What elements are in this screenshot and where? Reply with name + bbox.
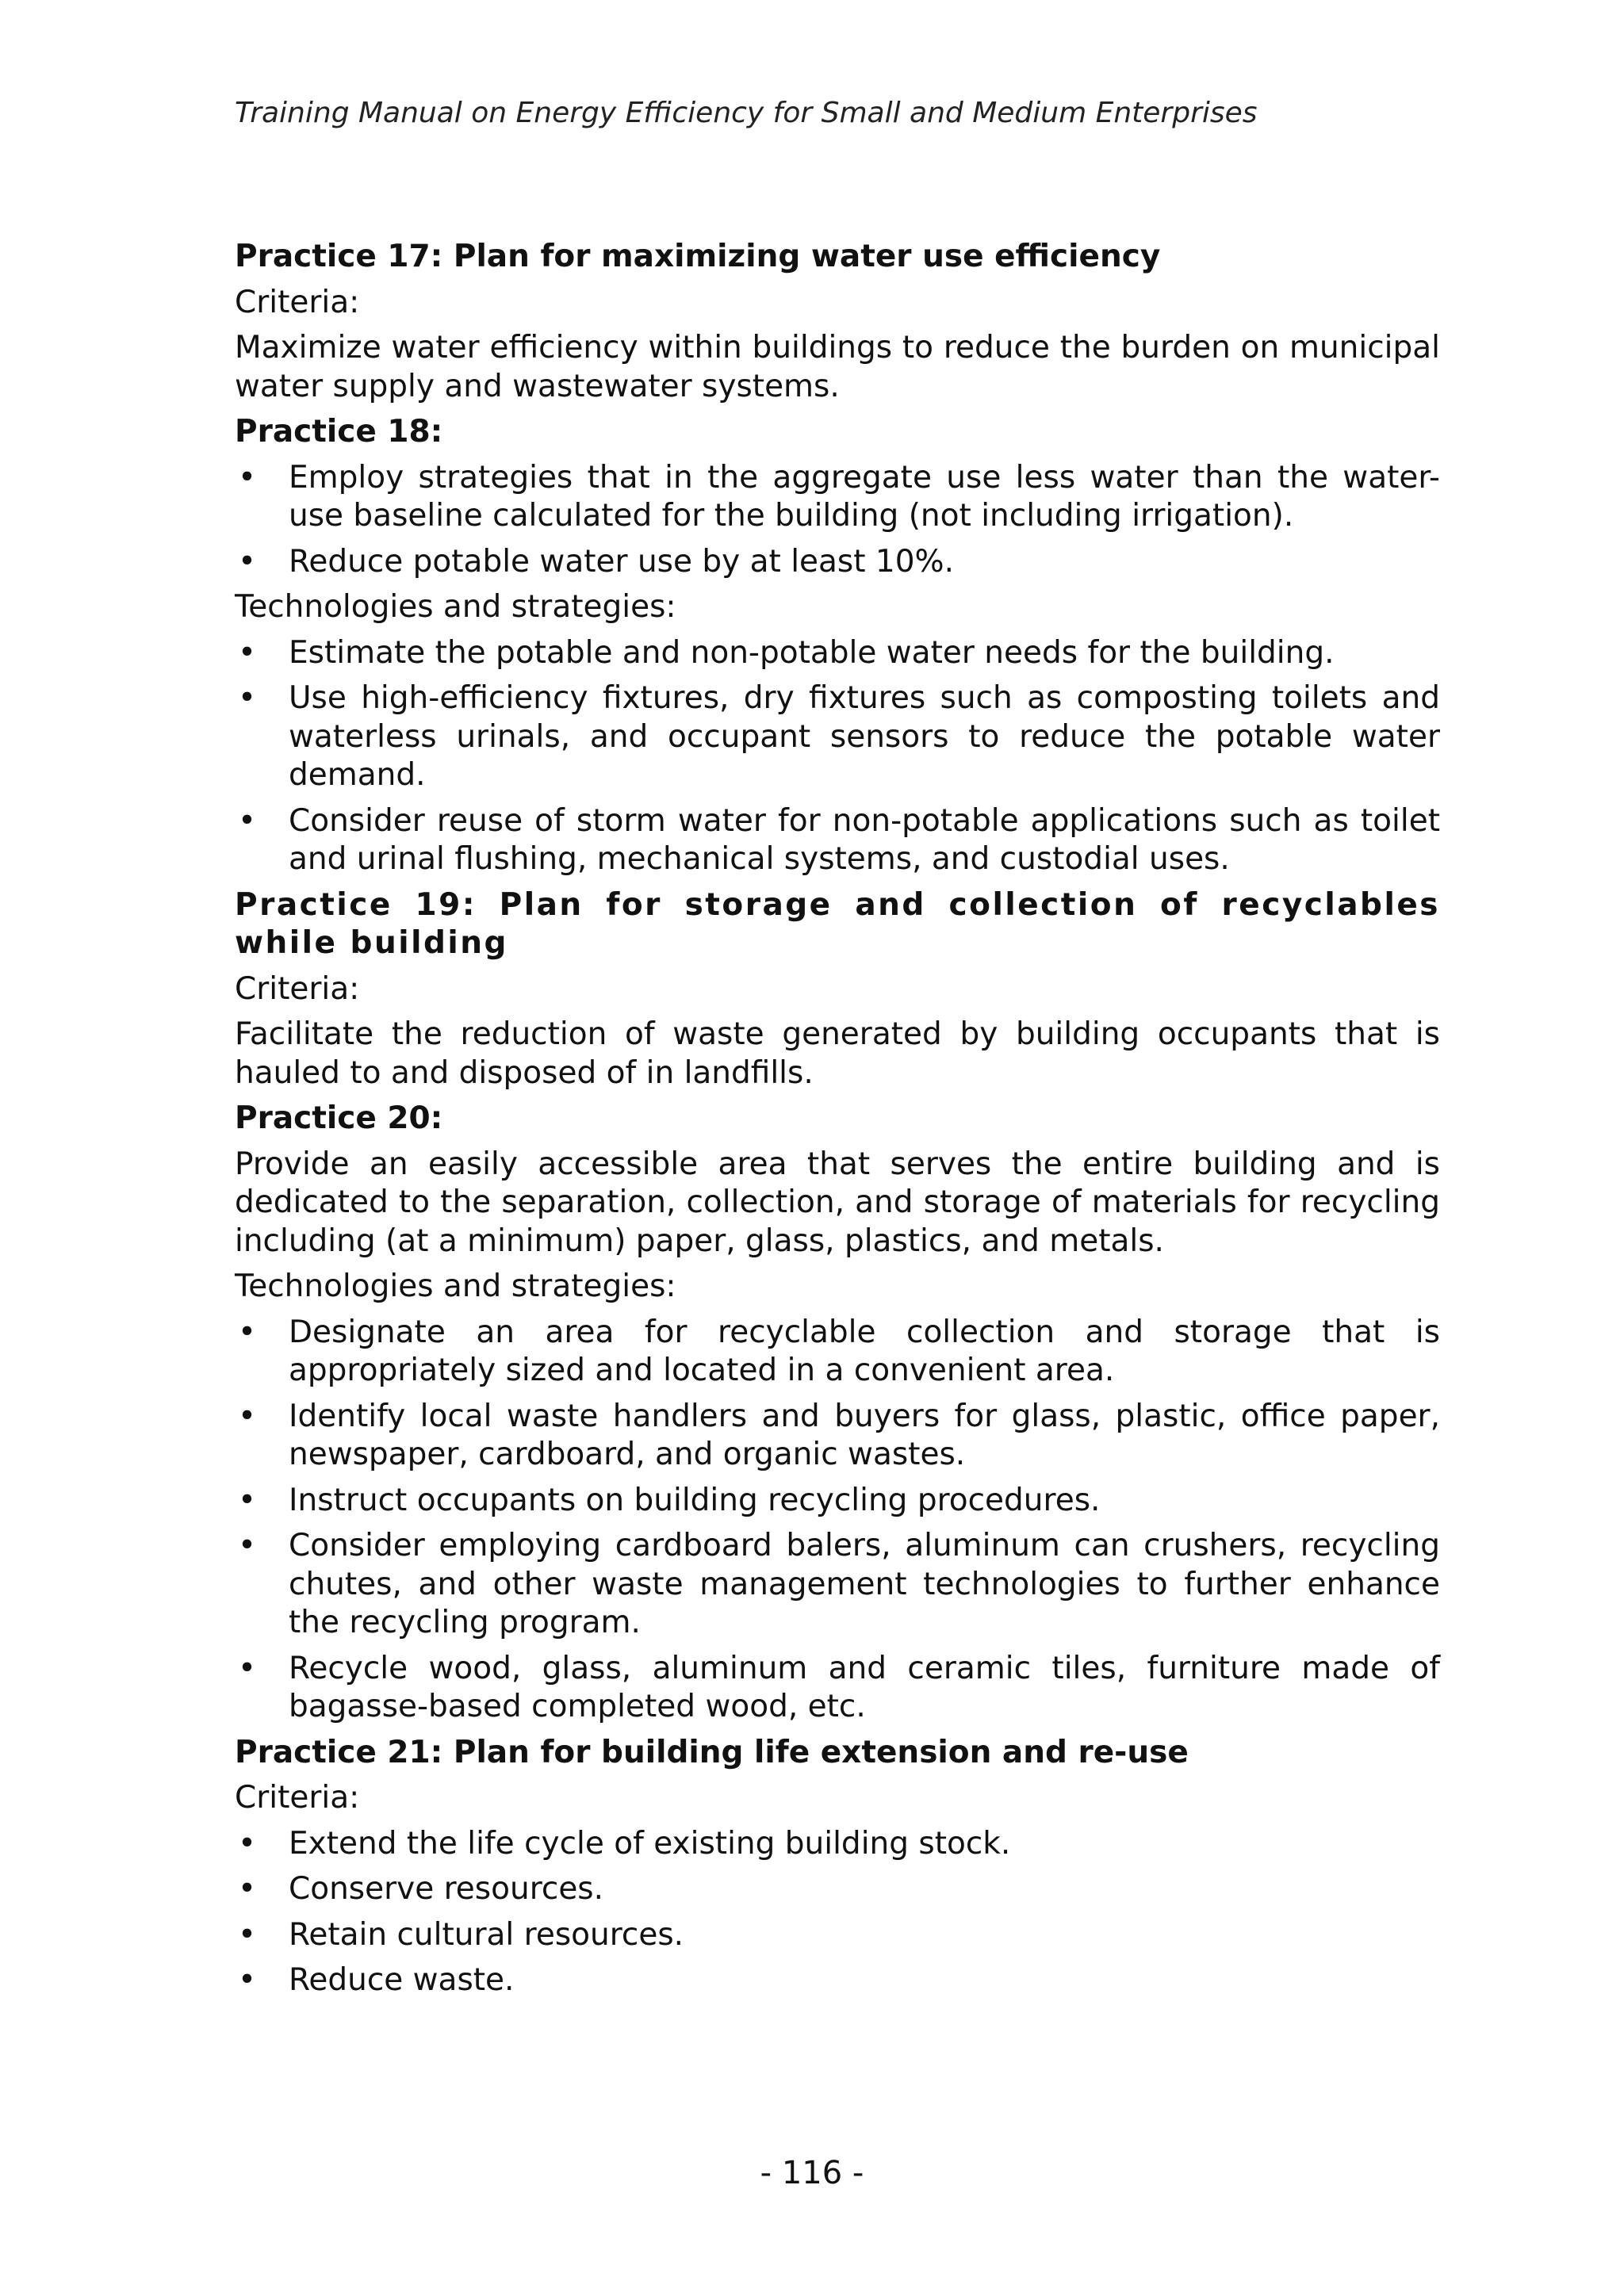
practice-21-heading: Practice 21: Plan for building life extension and re-use: [235, 1734, 1189, 1770]
practice-20-text: Provide an easily accessible area that serves the entire building and is dedicated to the separation, collection, and storage of materials for recycling including (at a minimum) paper, glass, plastics, and metals.: [235, 1146, 1440, 1259]
list-item: • Recycle wood, glass, aluminum and ceramic tiles, furniture made of bagasse-based completed wood, etc.: [235, 1650, 1440, 1727]
practice-19-criteria-text: Facilitate the reduction of waste generated by building occupants that is hauled to and disposed of in landfills.: [235, 1016, 1440, 1091]
practice-20-heading: Practice 20:: [235, 1100, 443, 1136]
list-item: • Reduce potable water use by at least 10%.: [235, 543, 1440, 582]
practice-20-tech-label: Technologies and strategies:: [235, 1269, 676, 1304]
practice-21-list: [235, 1825, 1440, 2000]
list-item: • Estimate the potable and non-potable water needs for the building.: [235, 634, 1440, 673]
list-item: • Reduce waste.: [235, 1961, 1440, 2000]
practice-18-tech-label: Technologies and strategies:: [235, 589, 676, 625]
practice-20-tech-list: [235, 1314, 1440, 1727]
list-item: • Extend the life cycle of existing building stock.: [235, 1825, 1440, 1864]
practice-17-heading: Practice 17: Plan for maximizing water use efficiency: [235, 239, 1161, 274]
list-item: • Designate an area for recyclable collection and storage that is appropriately sized and located in a convenient area.: [235, 1314, 1440, 1391]
list-item: • Conserve resources.: [235, 1870, 1440, 1909]
practice-18-tech-list: [235, 634, 1440, 879]
practice-18-list: [235, 459, 1440, 582]
list-item: • Consider employing cardboard balers, aluminum can crushers, recycling chutes, and other waste management technologies to further enhance the recycling program.: [235, 1527, 1440, 1643]
list-item: • Instruct occupants on building recycling procedures.: [235, 1482, 1440, 1521]
practice-19-criteria-label: Criteria:: [235, 970, 360, 1007]
list-item: • Employ strategies that in the aggregate use less water than the water-use baseline calculated for the building (not including irrigation).: [235, 459, 1440, 536]
practice-19-heading: Practice 19: Plan for storage and collection of recyclables while building: [235, 886, 1440, 961]
list-item: • Identify local waste handlers and buyers for glass, plastic, office paper, newspaper, cardboard, and organic wastes.: [235, 1398, 1440, 1475]
list-item: • Consider reuse of storm water for non-potable applications such as toilet and urinal flushing, mechanical systems, and custodial uses.: [235, 802, 1440, 879]
page-number: - 116 -: [760, 2155, 864, 2191]
practice-18-heading: Practice 18:: [235, 414, 443, 450]
page-body: [235, 238, 1440, 2007]
list-item: • Use high-efficiency fixtures, dry fixtures such as composting toilets and waterless urinals, and occupant sensors to reduce the potable water demand.: [235, 679, 1440, 795]
practice-17-criteria-label: Criteria:: [235, 284, 360, 320]
practice-21-criteria-label: Criteria:: [235, 1780, 360, 1816]
list-item: • Retain cultural resources.: [235, 1916, 1440, 1955]
running-header: Training Manual on Energy Efficiency for Small and Medium Enterprises: [235, 97, 1258, 129]
practice-17-criteria-text: Maximize water efficiency within buildings to reduce the burden on municipal water supply and wastewater systems.: [235, 330, 1440, 404]
